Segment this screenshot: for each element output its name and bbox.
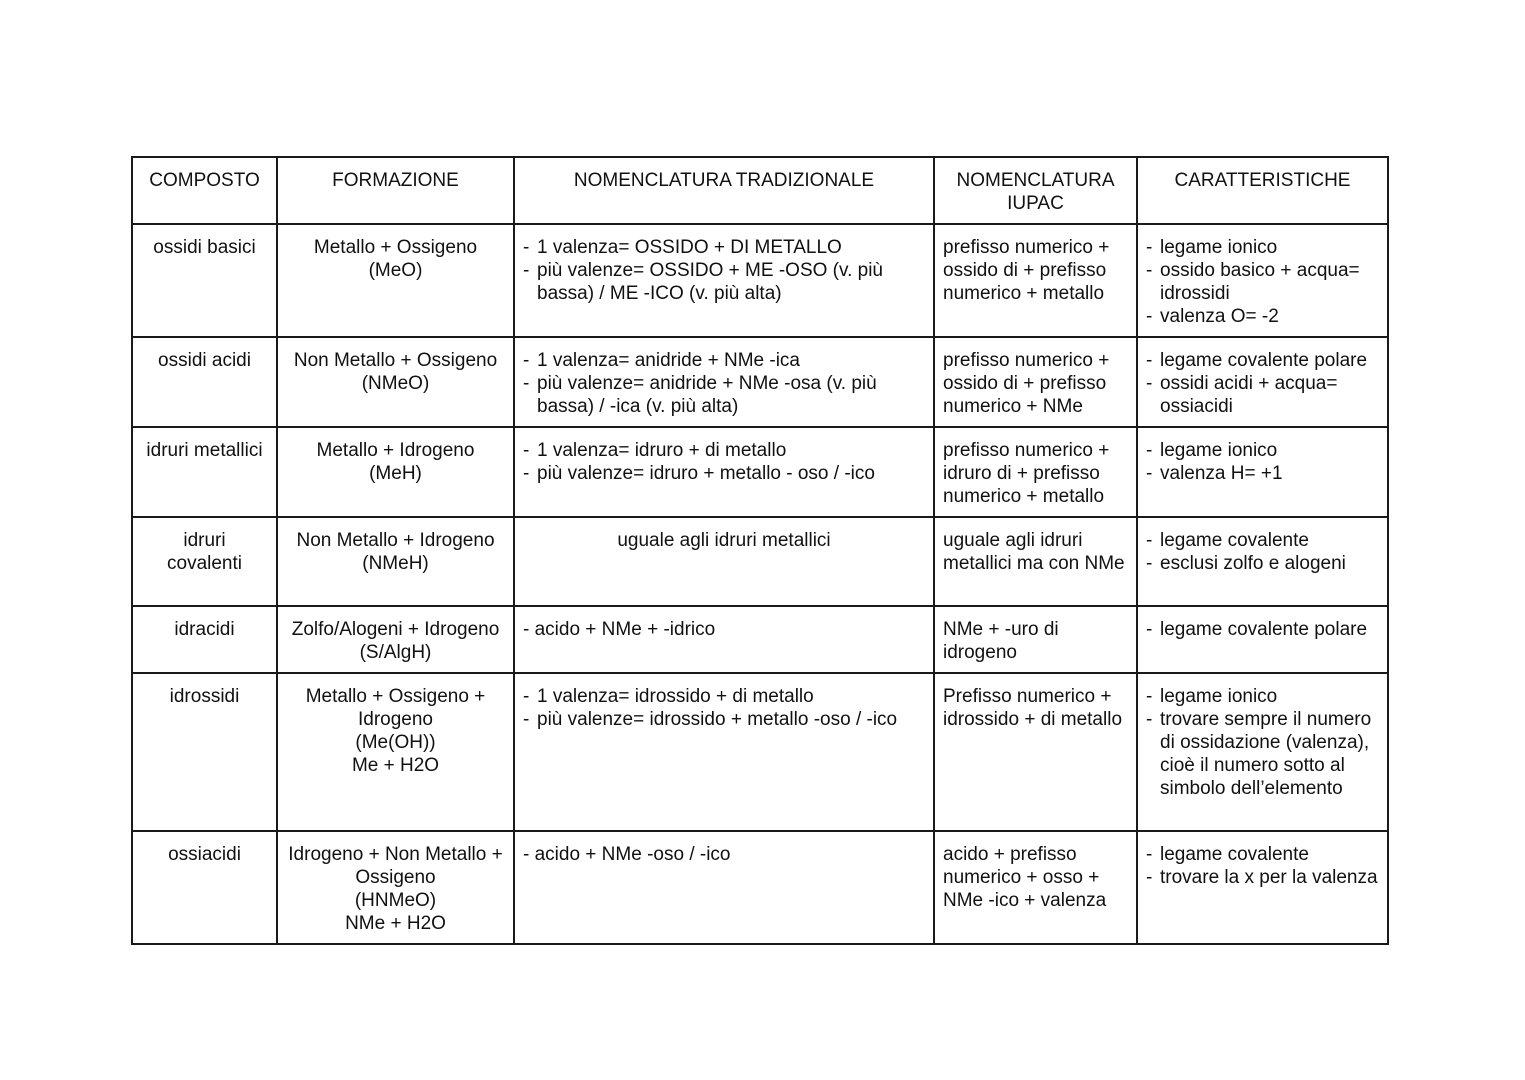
header-caratteristiche: CARATTERISTICHE <box>1137 157 1388 224</box>
table-row <box>132 224 1388 337</box>
list-item: - legame covalente polare <box>1146 618 1379 641</box>
table-row <box>132 337 1388 427</box>
cell-tradizionale: - acido + NMe + -idrico <box>514 606 934 673</box>
cell-formazione: Non Metallo + Ossigeno (NMeO) <box>277 337 514 427</box>
list-item: - trovare sempre il numero di ossidazione (valenza), cioè il numero sotto al simbolo dell’elemento <box>1146 708 1379 800</box>
cell-iupac: Prefisso numerico + idrossido + di metallo <box>934 673 1137 831</box>
nomenclature-table <box>131 156 1389 945</box>
cell-composto: idracidi <box>132 606 277 673</box>
cell-formazione: Metallo + Idrogeno (MeH) <box>277 427 514 517</box>
cell-caratteristiche <box>1137 606 1388 673</box>
cell-formazione: Metallo + Ossigeno (MeO) <box>277 224 514 337</box>
cell-caratteristiche <box>1137 831 1388 944</box>
cell-iupac: prefisso numerico + idruro di + prefisso numerico + metallo <box>934 427 1137 517</box>
list-item: - ossido basico + acqua= idrossidi <box>1146 259 1379 305</box>
cell-tradizionale: - acido + NMe -oso / -ico <box>514 831 934 944</box>
table-row <box>132 673 1388 831</box>
list-item: - 1 valenza= OSSIDO + DI METALLO <box>523 236 925 259</box>
cell-tradizionale <box>514 427 934 517</box>
cell-iupac: uguale agli idruri metallici ma con NMe <box>934 517 1137 606</box>
cell-formazione: Metallo + Ossigeno + Idrogeno (Me(OH)) Me + H2O <box>277 673 514 831</box>
cell-composto: ossidi acidi <box>132 337 277 427</box>
cell-caratteristiche <box>1137 673 1388 831</box>
list-item: - legame covalente <box>1146 843 1379 866</box>
cell-iupac: NMe + -uro di idrogeno <box>934 606 1137 673</box>
cell-caratteristiche <box>1137 337 1388 427</box>
header-composto: COMPOSTO <box>132 157 277 224</box>
list-item: - più valenze= anidride + NMe -osa (v. più bassa) / -ica (v. più alta) <box>523 372 925 418</box>
table-row <box>132 427 1388 517</box>
cell-composto: idruri metallici <box>132 427 277 517</box>
cell-tradizionale: uguale agli idruri metallici <box>514 517 934 606</box>
cell-iupac: prefisso numerico + ossido di + prefisso numerico + NMe <box>934 337 1137 427</box>
cell-caratteristiche <box>1137 427 1388 517</box>
list-item: - 1 valenza= idruro + di metallo <box>523 439 925 462</box>
cell-composto: idruri covalenti <box>132 517 277 606</box>
list-item: - più valenze= idrossido + metallo -oso / -ico <box>523 708 925 731</box>
list-item: - legame ionico <box>1146 685 1379 708</box>
cell-iupac: acido + prefisso numerico + osso + NMe -ico + valenza <box>934 831 1137 944</box>
list-item: - legame ionico <box>1146 236 1379 259</box>
cell-composto: ossidi basici <box>132 224 277 337</box>
table-row <box>132 831 1388 944</box>
header-row <box>132 157 1388 224</box>
cell-formazione: Non Metallo + Idrogeno (NMeH) <box>277 517 514 606</box>
list-item: - più valenze= OSSIDO + ME -OSO (v. più bassa) / ME -ICO (v. più alta) <box>523 259 925 305</box>
list-item: - valenza H= +1 <box>1146 462 1379 485</box>
list-item: - 1 valenza= anidride + NMe -ica <box>523 349 925 372</box>
cell-iupac: prefisso numerico + ossido di + prefisso numerico + metallo <box>934 224 1137 337</box>
cell-caratteristiche <box>1137 517 1388 606</box>
cell-tradizionale <box>514 673 934 831</box>
cell-formazione: Zolfo/Alogeni + Idrogeno (S/AlgH) <box>277 606 514 673</box>
list-item: - legame ionico <box>1146 439 1379 462</box>
list-item: - valenza O= -2 <box>1146 305 1379 328</box>
cell-composto: idrossidi <box>132 673 277 831</box>
header-formazione: FORMAZIONE <box>277 157 514 224</box>
cell-tradizionale <box>514 337 934 427</box>
table-row <box>132 517 1388 606</box>
list-item: - legame covalente <box>1146 529 1379 552</box>
table-row <box>132 606 1388 673</box>
cell-composto: ossiacidi <box>132 831 277 944</box>
header-tradizionale: NOMENCLATURA TRADIZIONALE <box>514 157 934 224</box>
header-iupac: NOMENCLATURA IUPAC <box>934 157 1137 224</box>
cell-caratteristiche <box>1137 224 1388 337</box>
cell-formazione: Idrogeno + Non Metallo + Ossigeno (HNMeO) NMe + H2O <box>277 831 514 944</box>
list-item: - esclusi zolfo e alogeni <box>1146 552 1379 575</box>
list-item: - 1 valenza= idrossido + di metallo <box>523 685 925 708</box>
cell-tradizionale <box>514 224 934 337</box>
list-item: - legame covalente polare <box>1146 349 1379 372</box>
list-item: - ossidi acidi + acqua= ossiacidi <box>1146 372 1379 418</box>
list-item: - trovare la x per la valenza <box>1146 866 1379 889</box>
list-item: - più valenze= idruro + metallo - oso / -ico <box>523 462 925 485</box>
